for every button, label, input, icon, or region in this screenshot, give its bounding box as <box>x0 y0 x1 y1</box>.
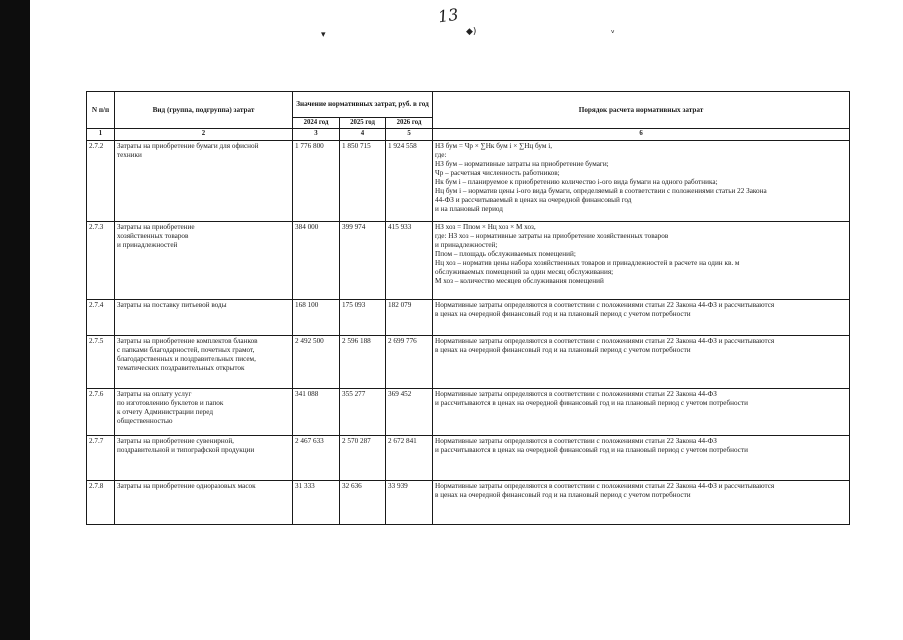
scan-speck: ▾ <box>321 30 326 40</box>
row-num: 2.7.5 <box>87 335 115 388</box>
calc-order-line: Нормативные затраты определяются в соответствии с положениями статьи 22 Закона 44-ФЗ и рассчитываются <box>435 300 775 309</box>
cost-kind-line: по изготовлению буклетов и папок <box>117 398 224 407</box>
calc-order-line: Нормативные затраты определяются в соответствии с положениями статьи 22 Закона 44-ФЗ <box>435 389 717 398</box>
cost-kind-line: Затраты на поставку питьевой воды <box>117 300 227 309</box>
row-num: 2.7.4 <box>87 299 115 335</box>
calc-order-line: Нц бум i – норматив цены i-ого вида бумаги, определяемый в соответствии с положениями статьи 22 Закона <box>435 186 767 195</box>
calc-order-line: Нк бум i – планируемое к приобретению количество i-ого вида бумаги на одного работника; <box>435 177 718 186</box>
row-num: 2.7.6 <box>87 388 115 435</box>
cost-kind-line: поздравительной и типографской продукции <box>117 445 255 454</box>
calc-order-line: и принадлежностей; <box>435 240 498 249</box>
cost-kind <box>115 140 293 221</box>
table-row <box>87 435 850 480</box>
row-num: 2.7.8 <box>87 480 115 524</box>
cost-kind-line: и принадлежностей <box>117 240 178 249</box>
value-2024: 384 000 <box>293 221 340 299</box>
calc-order-line: Ппом – площадь обслуживаемых помещений; <box>435 249 576 258</box>
calc-order-line: 44-ФЗ и рассчитываемый в ценах на очередной финансовый год <box>435 195 632 204</box>
calc-order-line: Нормативные затраты определяются в соответствии с положениями статьи 22 Закона 44-ФЗ <box>435 436 717 445</box>
header-kind: Вид (группа, подгруппа) затрат <box>115 92 293 129</box>
value-2024: 1 776 800 <box>293 140 340 221</box>
column-number: 5 <box>386 129 433 140</box>
column-number: 1 <box>87 129 115 140</box>
value-2024: 2 492 500 <box>293 335 340 388</box>
value-2026: 2 672 841 <box>386 435 433 480</box>
header-num: N п/п <box>87 92 115 129</box>
calc-order-line: НЗ бум – нормативные затраты на приобретение бумаги; <box>435 159 609 168</box>
calc-order-line: НЗ хоз = Ппом × Нц хоз × М хоз, <box>435 222 536 231</box>
cost-kind-line: общественностью <box>117 416 173 425</box>
calc-order-line: Нормативные затраты определяются в соответствии с положениями статьи 22 Закона 44-ФЗ и рассчитываются <box>435 481 775 490</box>
calc-order <box>433 435 850 480</box>
calc-order-line: где: НЗ хоз – нормативные затраты на приобретение хозяйственных товаров <box>435 231 669 240</box>
cost-norms-table <box>86 91 850 525</box>
calc-order <box>433 480 850 524</box>
calc-order-line: и рассчитываются в ценах на очередной финансовый год и на плановый период с учетом потребности <box>435 398 748 407</box>
value-2025: 399 974 <box>340 221 386 299</box>
cost-kind <box>115 221 293 299</box>
value-2025: 32 636 <box>340 480 386 524</box>
column-number-row <box>87 129 850 140</box>
value-2026: 369 452 <box>386 388 433 435</box>
cost-kind-line: благодарственных и поздравительных писем, <box>117 354 256 363</box>
value-2025: 2 570 287 <box>340 435 386 480</box>
cost-kind-line: Затраты на приобретение сувенирной, <box>117 436 234 445</box>
cost-kind-line: техники <box>117 150 142 159</box>
calc-order-line: Нц хоз – норматив цены набора хозяйственных товаров и принадлежностей в расчете на один кв. м <box>435 258 740 267</box>
cost-kind <box>115 480 293 524</box>
calc-order <box>433 299 850 335</box>
value-2025: 355 277 <box>340 388 386 435</box>
row-num: 2.7.2 <box>87 140 115 221</box>
cost-kind-line: Затраты на приобретение одноразовых масок <box>117 481 256 490</box>
cost-kind-line: к отчету Администрации перед <box>117 407 214 416</box>
calc-order-line: М хоз – количество месяцев обслуживания помещений <box>435 276 604 285</box>
column-number: 2 <box>115 129 293 140</box>
calc-order <box>433 388 850 435</box>
cost-kind-line: тематических поздравительных открыток <box>117 363 245 372</box>
calc-order-line: в ценах на очередной финансовый год и на плановый период с учетом потребности <box>435 309 691 318</box>
cost-kind <box>115 435 293 480</box>
calc-order <box>433 221 850 299</box>
column-number: 3 <box>293 129 340 140</box>
row-num: 2.7.3 <box>87 221 115 299</box>
value-2026: 182 079 <box>386 299 433 335</box>
cost-kind <box>115 335 293 388</box>
cost-kind-line: Затраты на приобретение бумаги для офисной <box>117 141 259 150</box>
header-year-2026: 2026 год <box>386 118 433 129</box>
calc-order-line: в ценах на очередной финансовый год и на плановый период с учетом потребности <box>435 490 691 499</box>
calc-order-line: в ценах на очередной финансовый год и на плановый период с учетом потребности <box>435 345 691 354</box>
table-row <box>87 221 850 299</box>
scan-speck: ᵥ <box>611 26 615 36</box>
cost-kind <box>115 388 293 435</box>
page-number: 13 <box>436 4 460 27</box>
header-year-2025: 2025 год <box>340 118 386 129</box>
table-row <box>87 299 850 335</box>
cost-kind-line: Затраты на оплату услуг <box>117 389 192 398</box>
header-year-2024: 2024 год <box>293 118 340 129</box>
cost-kind-line: Затраты на приобретение <box>117 222 195 231</box>
cost-kind-line: Затраты на приобретение комплектов бланков <box>117 336 258 345</box>
column-number: 4 <box>340 129 386 140</box>
value-2025: 175 093 <box>340 299 386 335</box>
table-row <box>87 388 850 435</box>
cost-kind-line: хозяйственных товаров <box>117 231 189 240</box>
value-2024: 168 100 <box>293 299 340 335</box>
calc-order-line: Чр – расчетная численность работников; <box>435 168 560 177</box>
value-2024: 2 467 633 <box>293 435 340 480</box>
value-2026: 2 699 776 <box>386 335 433 388</box>
value-2024: 341 088 <box>293 388 340 435</box>
calc-order-line: где: <box>435 150 447 159</box>
table-row <box>87 140 850 221</box>
table-row <box>87 480 850 524</box>
header-value: Значение нормативных затрат, руб. в год <box>293 92 433 118</box>
value-2025: 1 850 715 <box>340 140 386 221</box>
value-2025: 2 596 188 <box>340 335 386 388</box>
scan-edge-shadow <box>0 0 30 640</box>
calc-order-line: и на плановый период <box>435 204 503 213</box>
cost-kind-line: с папками благодарностей, почетных грамот, <box>117 345 255 354</box>
value-2026: 33 939 <box>386 480 433 524</box>
value-2026: 415 933 <box>386 221 433 299</box>
calc-order-line: Нормативные затраты определяются в соответствии с положениями статьи 22 Закона 44-ФЗ и рассчитываются <box>435 336 775 345</box>
row-num: 2.7.7 <box>87 435 115 480</box>
calc-order-line: НЗ бум = Чр × ∑Нк бум i × ∑Нц бум i, <box>435 141 553 150</box>
calc-order-line: обслуживаемых помещений за один месяц обслуживания; <box>435 267 614 276</box>
value-2024: 31 333 <box>293 480 340 524</box>
column-number: 6 <box>433 129 850 140</box>
value-2026: 1 924 558 <box>386 140 433 221</box>
table-row <box>87 335 850 388</box>
calc-order <box>433 335 850 388</box>
header-order: Порядок расчета нормативных затрат <box>433 92 850 129</box>
calc-order <box>433 140 850 221</box>
scan-speck: ◆) <box>466 27 477 37</box>
cost-kind <box>115 299 293 335</box>
calc-order-line: и рассчитываются в ценах на очередной финансовый год и на плановый период с учетом потребности <box>435 445 748 454</box>
